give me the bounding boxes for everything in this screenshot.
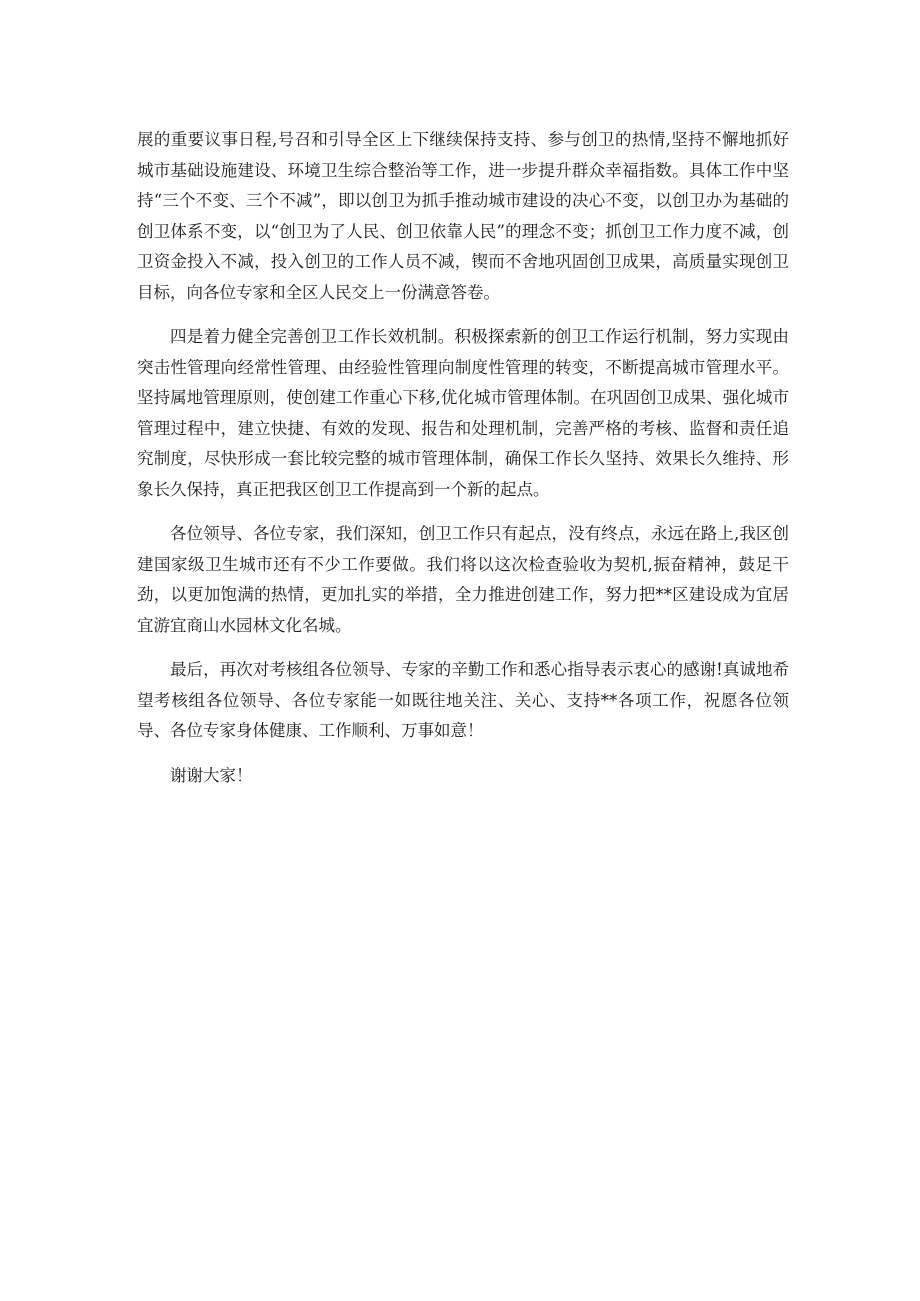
paragraph-commitment: 各位领导、各位专家，我们深知，创卫工作只有起点，没有终点，永远在路上,我区创建国家级卫生城市还有不少工作要做。我们将以这次检查验收为契机,振奋精神，鼓足干劲，以更加饱满的热情，更加扎实的举措，全力推进创建工作，努力把**区建设成为宜居宜游宜商山水园林文化名城。 bbox=[137, 524, 789, 635]
paragraph-continuation: 展的重要议事日程,号召和引导全区上下继续保持支持、参与创卫的热情,坚持不懈地抓好城市基础设施建设、环境卫生综合整治等工作，进一步提升群众幸福指数。具体工作中坚持“三个不变、三个不减”，即以创卫为抓手推动城市建设的决心不变，以创卫办为基础的创卫体系不变，以“创卫为了人民、创卫依靠人民”的理念不变；抓创卫工作力度不减，创卫资金投入不减，投入创卫的工作人员不减，锲而不舍地巩固创卫成果，高质量实现创卫目标，向各位专家和全区人民交上一份满意答卷。 bbox=[137, 130, 789, 302]
document-body bbox=[137, 125, 789, 805]
paragraph-closing: 谢谢大家！ bbox=[170, 765, 253, 785]
paragraph-thanks: 最后，再次对考核组各位领导、专家的辛勤工作和悉心指导表示衷心的感谢!真诚地希望考核组各位领导、各位专家能一如既往地关注、关心、支持**各项工作，祝愿各位领导、各位专家身体健康、工作顺利、万事如意！ bbox=[137, 660, 789, 740]
paragraph-mechanism: 四是着力健全完善创卫工作长效机制。积极探索新的创卫工作运行机制，努力实现由突击性管理向经常性管理、由经验性管理向制度性管理的转变，不断提高城市管理水平。坚持属地管理原则，使创建工作重心下移,优化城市管理体制。在巩固创卫成果、强化城市管理过程中，建立快捷、有效的发现、报告和处理机制，完善严格的考核、监督和责任追究制度，尽快形成一套比较完整的城市管理体制，确保工作长久坚持、效果长久维持、形象长久保持，真正把我区创卫工作提高到一个新的起点。 bbox=[137, 327, 789, 499]
